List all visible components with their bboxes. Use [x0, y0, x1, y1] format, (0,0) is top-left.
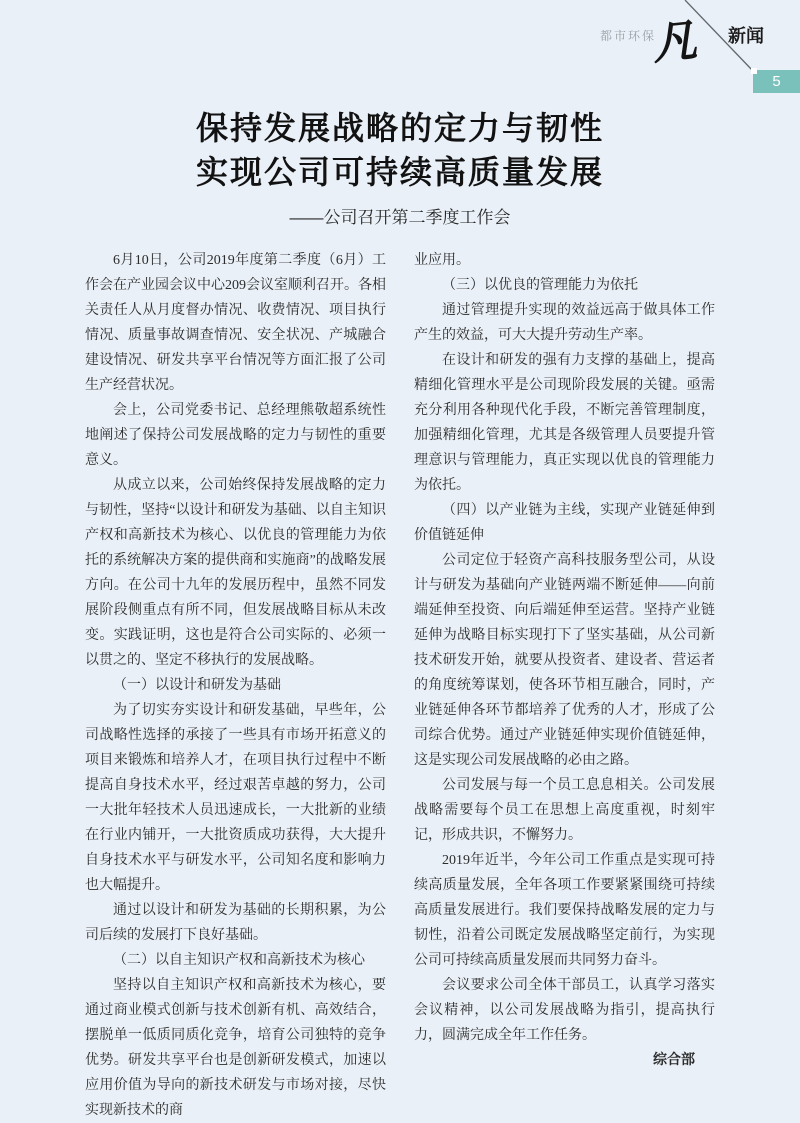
paragraph: 在设计和研发的强有力支撑的基础上，提高精细化管理水平是公司现阶段发展的关键。亟需充分利用各种现代化手段，不断完善管理制度，加强精细化管理，尤其是各级管理人员要提升管理意识与管理能力，真正实现以优良的管理能力为依托。 [414, 353, 715, 493]
section-heading-4: （四）以产业链为主线，实现产业链延伸到价值链延伸 [414, 503, 715, 543]
page-number: 5 [772, 73, 781, 90]
paragraph-continuation: 业应用。 [414, 253, 470, 268]
masthead [0, 0, 800, 96]
corner-square-decoration [751, 68, 757, 74]
paragraph-intro: 6月10日，公司2019年度第二季度（6月）工作会在产业园会议中心209会议室顺利召开。各相关责任人从月度督办情况、收费情况、项目执行情况、质量事故调查情况、安全状况、产城融合建设情况、研发共享平台情况等方面汇报了公司生产经营状况。 [85, 253, 386, 393]
article [0, 106, 800, 1123]
paragraph: 2019年近半，今年公司工作重点是实现可持续高质量发展，全年各项工作要紧紧围绕可持续高质量发展进行。我们要保持战略发展的定力与韧性，沿着公司既定发展战略坚定前行，为实现公司可持续高质量发展而共同努力奋斗。 [414, 853, 715, 968]
section-heading-3: （三）以优良的管理能力为依托 [442, 278, 638, 293]
article-body [0, 248, 800, 1123]
calligraphy-logo: 凡 [649, 14, 700, 71]
paragraph: 会上，公司党委书记、总经理熊敬超系统性地阐述了保持公司发展战略的定力与韧性的重要意义。 [85, 403, 386, 468]
byline: 综合部 [653, 1053, 695, 1068]
brand-text: 都市环保 [600, 29, 657, 43]
paragraph: 通过管理提升实现的效益远高于做具体工作产生的效益，可大大提升劳动生产率。 [414, 303, 715, 343]
paragraph: 公司发展与每一个员工息息相关。公司发展战略需要每个员工在思想上高度重视，时刻牢记，形成共识，不懈努力。 [414, 778, 715, 843]
diagonal-rule [0, 0, 800, 96]
section-heading-2: （二）以自主知识产权和高新技术为核心 [113, 953, 365, 968]
article-title-line1: 保持发展战略的定力与韧性 [195, 110, 604, 146]
article-title-line2: 实现公司可持续高质量发展 [195, 154, 604, 190]
article-subtitle: ——公司召开第二季度工作会 [289, 208, 511, 227]
paragraph: 会议要求公司全体干部员工，认真学习落实会议精神，以公司发展战略为指引，提高执行力，圆满完成全年工作任务。 [414, 978, 715, 1043]
page-number-badge [753, 70, 800, 93]
left-column [85, 248, 386, 1123]
paragraph: 坚持以自主知识产权和高新技术为核心，要通过商业模式创新与技术创新有机、高效结合，摆脱单一低质同质化竞争，培育公司独特的竞争优势。研发共享平台也是创新研发模式，加速以应用价值为导向的新技术研发与市场对接，尽快实现新技术的商 [85, 978, 386, 1118]
paragraph: 为了切实夯实设计和研发基础，早些年，公司战略性选择的承接了一些具有市场开拓意义的项目来锻炼和培养人才，在项目执行过程中不断提高自身技术水平，经过艰苦卓越的努力，公司一大批年轻技术人员迅速成长，一大批新的业绩在行业内铺开，一大批资质成功获得，大大提升自身技术水平与研发水平，公司知名度和影响力也大幅提升。 [85, 703, 386, 893]
section-heading-1: （一）以设计和研发为基础 [113, 678, 281, 693]
section-label: 新闻 [728, 26, 764, 46]
paragraph: 公司定位于轻资产高科技服务型公司，从设计与研发为基础向产业链两端不断延伸——向前端延伸至投资、向后端延伸至运营。坚持产业链延伸为战略目标实现打下了坚实基础，从公司新技术研发开始，就要从投资者、建设者、营运者的角度统筹谋划，使各环节相互融合，同时，产业链延伸各环节都培养了优秀的人才，形成了公司综合优势。通过产业链延伸实现价值链延伸，这是实现公司发展战略的必由之路。 [414, 553, 715, 768]
right-column [414, 248, 715, 1123]
paragraph: 从成立以来，公司始终保持发展战略的定力与韧性，坚持“以设计和研发为基础、以自主知识产权和高新技术为核心、以优良的管理能力为依托的系统解决方案的提供商和实施商”的战略发展方向。在公司十九年的发展历程中，虽然不同发展阶段侧重点有所不同，但发展战略目标从未改变。实践证明，这也是符合公司实际的、必须一以贯之的、坚定不移执行的发展战略。 [85, 478, 386, 668]
paragraph: 通过以设计和研发为基础的长期积累，为公司后续的发展打下良好基础。 [85, 903, 386, 943]
